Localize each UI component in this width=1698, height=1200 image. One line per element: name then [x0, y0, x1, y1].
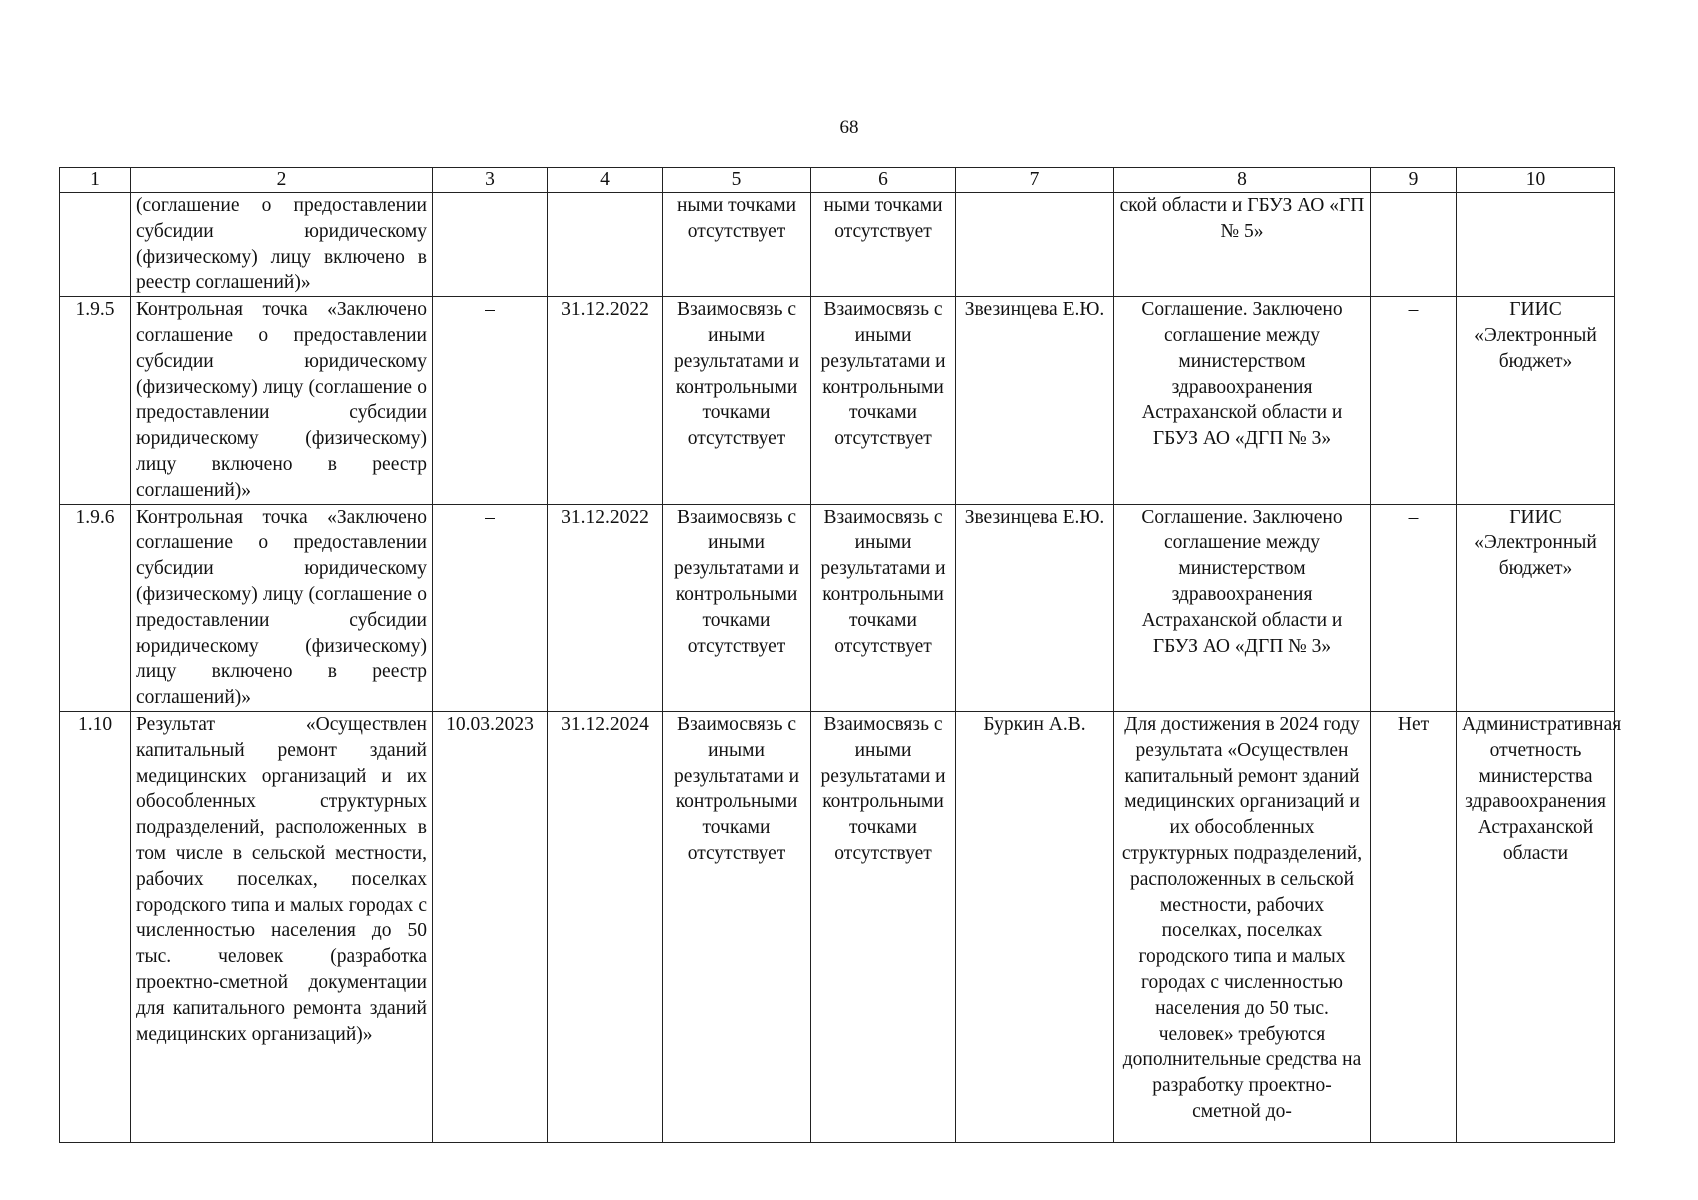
cell-source: ГИИС «Электронный бюджет»	[1457, 297, 1615, 504]
cell-end-date: 31.12.2022	[548, 297, 663, 504]
cell-relation-1: Взаимосвязь с иными результатами и контрольными точками отсутствует	[663, 504, 811, 711]
cell-responsible: Звезинцева Е.Ю.	[956, 297, 1114, 504]
header-cell-9: 9	[1371, 168, 1457, 193]
cell-relation-1: Взаимосвязь с иными результатами и контрольными точками отсутствует	[663, 297, 811, 504]
cell-document: Для достижения в 2024 году результата «Осуществлен капитальный ремонт зданий медицинских организаций и их обособленных структурных подразделений, расположенных в сельской местности, рабочих поселках, поселках городского типа и малых городах с численностью населения до 50 тыс. человек» требуются дополнительные средства на разработку проектно-сметной до-	[1114, 711, 1371, 1142]
cell-relation-1: ными точками отсутствует	[663, 193, 811, 297]
header-cell-7: 7	[956, 168, 1114, 193]
header-cell-6: 6	[811, 168, 956, 193]
cell-col9: –	[1371, 504, 1457, 711]
table-row-1-10	[60, 711, 1615, 1142]
header-cell-10: 10	[1457, 168, 1615, 193]
table-row-1-9-6	[60, 504, 1615, 711]
header-row	[60, 168, 1615, 193]
cell-document: Соглашение. Заключено соглашение между министерством здравоохранения Астраханской области и ГБУЗ АО «ДГП № 3»	[1114, 504, 1371, 711]
cell-start-date: –	[433, 504, 548, 711]
table-row-1-9-5	[60, 297, 1615, 504]
cell-number	[60, 193, 131, 297]
cell-source	[1457, 193, 1615, 297]
header-cell-1: 1	[60, 168, 131, 193]
cell-document: ской области и ГБУЗ АО «ГП № 5»	[1114, 193, 1371, 297]
cell-col9: Нет	[1371, 711, 1457, 1142]
header-cell-8: 8	[1114, 168, 1371, 193]
cell-description: Контрольная точка «Заключено соглашение о предоставлении субсидии юридическому (физическому) лицу (соглашение о предоставлении субсидии юридическому (физическому) лицу включено в реестр соглашений)»	[131, 504, 433, 711]
cell-col9	[1371, 193, 1457, 297]
cell-source: Административная отчетность министерства здравоохранения Астраханской области	[1457, 711, 1615, 1142]
cell-relation-1: Взаимосвязь с иными результатами и контрольными точками отсутствует	[663, 711, 811, 1142]
cell-relation-2: Взаимосвязь с иными результатами и контрольными точками отсутствует	[811, 504, 956, 711]
header-cell-5: 5	[663, 168, 811, 193]
cell-document: Соглашение. Заключено соглашение между министерством здравоохранения Астраханской области и ГБУЗ АО «ДГП № 3»	[1114, 297, 1371, 504]
cell-relation-2: Взаимосвязь с иными результатами и контрольными точками отсутствует	[811, 711, 956, 1142]
cell-responsible: Звезинцева Е.Ю.	[956, 504, 1114, 711]
table-row-continuation	[60, 193, 1615, 297]
cell-relation-2: ными точками отсутствует	[811, 193, 956, 297]
cell-number: 1.9.5	[60, 297, 131, 504]
cell-source: ГИИС «Электронный бюджет»	[1457, 504, 1615, 711]
cell-responsible: Буркин А.В.	[956, 711, 1114, 1142]
cell-start-date: 10.03.2023	[433, 711, 548, 1142]
document-table	[59, 167, 1622, 1143]
cell-start-date	[433, 193, 548, 297]
cell-col9: –	[1371, 297, 1457, 504]
cell-responsible	[956, 193, 1114, 297]
cell-end-date	[548, 193, 663, 297]
cell-start-date: –	[433, 297, 548, 504]
cell-end-date: 31.12.2024	[548, 711, 663, 1142]
cell-relation-2: Взаимосвязь с иными результатами и контрольными точками отсутствует	[811, 297, 956, 504]
cell-end-date: 31.12.2022	[548, 504, 663, 711]
header-cell-3: 3	[433, 168, 548, 193]
page-number: 68	[839, 117, 859, 138]
cell-description: Контрольная точка «Заключено соглашение о предоставлении субсидии юридическому (физическому) лицу (соглашение о предоставлении субсидии юридическому (физическому) лицу включено в реестр соглашений)»	[131, 297, 433, 504]
header-cell-4: 4	[548, 168, 663, 193]
header-cell-2: 2	[131, 168, 433, 193]
cell-number: 1.9.6	[60, 504, 131, 711]
cell-description: Результат «Осуществлен капитальный ремонт зданий медицинских организаций и их обособленных структурных подразделений, расположенных в том числе в сельской местности, рабочих поселках, поселках городского типа и малых городах с численностью населения до 50 тыс. человек (разработка проектно-сметной документации для капитального ремонта зданий медицинских организаций)»	[131, 711, 433, 1142]
cell-description: (соглашение о предоставлении субсидии юридическому (физическому) лицу включено в реестр соглашений)»	[131, 193, 433, 297]
cell-number: 1.10	[60, 711, 131, 1142]
